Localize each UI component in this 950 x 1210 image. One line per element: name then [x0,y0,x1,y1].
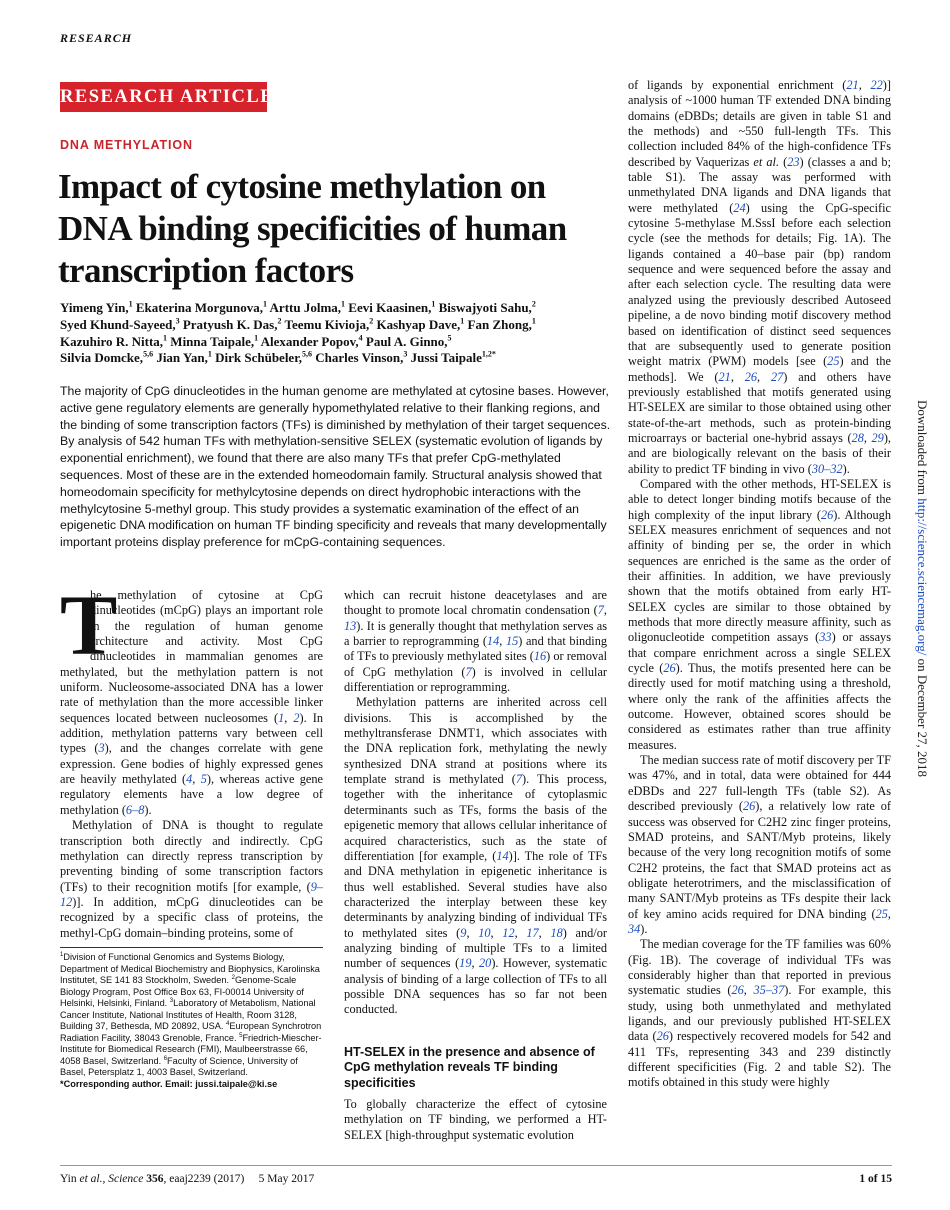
author-name: Silvia Domcke, [60,350,144,366]
footer-rule [60,1165,892,1166]
paragraph [344,695,607,1017]
paragraph [628,78,891,477]
download-watermark [914,400,930,777]
reference-link[interactable]: 24 [733,200,746,215]
paragraph-text: , [730,369,745,384]
author-name: Ekaterina Morgunova, [132,300,263,315]
paragraph-text: , [863,430,872,445]
author-affiliation-mark: 1 [263,299,267,309]
paragraph-text: , [499,634,506,649]
reference-link[interactable]: 9–12 [60,879,323,909]
reference-link[interactable]: 25 [827,354,840,369]
download-suffix: on December 27, 2018 [915,655,930,778]
article-title: Impact of cytosine methylation on DNA binding specificities of human transcription factors [58,167,567,290]
reference-link[interactable]: 21 [846,78,859,92]
paragraph-text: , [490,925,503,940]
paragraph-text: ( [779,154,788,169]
paragraph [60,577,323,818]
paragraph [628,937,891,1090]
reference-link[interactable]: 7 [515,772,522,787]
author-name: Eevi Kaasinen, [345,300,432,315]
author-affiliation-mark: 3 [403,350,408,360]
author-list [60,300,620,367]
paragraph [628,753,891,937]
paragraph-text: he methylation of cytosine at CpG dinucleotides (mCpG) plays an important role in the regulation of human genome architecture and activity. Most CpG dinucleotides in mammalian genomes are methylated, but the methylation pattern is not uniform. Nucleosome-associated DNA has a lower rate of methylation than the more accessible linker sequences located between nucleosomes ( [60,588,323,725]
author-affiliation-mark: 1 [531,316,536,326]
reference-link[interactable]: 34 [628,921,641,936]
affiliation-number: 1 [60,951,64,958]
affiliation-number: 2 [231,975,235,982]
reference-link[interactable]: 6–8 [125,802,145,817]
body-column-2 [344,588,607,1018]
author-affiliation-mark: 1 [128,299,133,309]
author-affiliation-mark: 5 [447,333,452,343]
reference-link[interactable]: 9 [460,925,467,940]
author-name: Charles Vinson, [312,350,404,366]
footer-journal: Science [105,1173,147,1185]
author-affiliation-mark: 5,6 [302,350,313,360]
reference-link[interactable]: 26 [731,983,744,998]
paragraph-text: ), and the changes correlate with gene expression. Gene bodies of highly expressed genes are heavily methylated ( [60,741,323,787]
reference-link[interactable]: 23 [787,154,800,169]
paragraph-text: , [743,983,754,998]
author-affiliation-mark: 1 [460,316,465,326]
author-name: Minna Taipale, [167,333,255,349]
affiliation-text: Laboratory of Metabolism, National Cancer Institute, National Institutes of Health, Room 3128, Building 37, Bethesda, MD 20892, USA. [60,998,316,1032]
paragraph-text: , [514,925,527,940]
paragraph-text: ), whereas active gene regulatory elements have a low degree of methylation ( [60,772,323,817]
author-name: Jussi Taipale [407,350,482,366]
author-name: Paul A. Ginno, [362,333,448,349]
paragraph-text: ) and that binding of TFs to previously methylated sites ( [344,634,608,664]
reference-link[interactable]: 25 [875,906,888,921]
reference-link[interactable]: 1 [278,710,285,725]
reference-link[interactable]: 4 [186,772,193,787]
paragraph-text: ) or removal of CpG methylation ( [344,649,607,679]
abstract: The majority of CpG dinucleotides in the human genome are methylated at cytosine bases. However, active gene regulatory elements are generally hypomethylated relative to their flanking regions, and the binding of some transcription factors (TFs) is diminished by methylation of their target sequences. By analysis of 542 human TFs with methylation-sensitive SELEX (systematic evolution of ligands by exponential enrichment), we found that there are also many TFs that prefer CpG-methylated sequences. Most of these are in the extended homeodomain family. Structural analysis showed that homeodomain specificity for methylcytosine depends on direct hydrophobic interactions with the methylcytosine 5-methyl group. This study provides a systematic examination of the effect of an epigenetic DNA modification on human TF binding specificity and reveals that many developmentally important proteins display preference for mCpG-containing sequences. [60,384,611,550]
paragraph-text: , [466,925,479,940]
reference-link[interactable]: 21 [718,369,731,384]
paragraph-text: , [284,710,294,725]
reference-link[interactable]: 33 [819,630,832,645]
paragraph-text: ). It is generally thought that methylation serves as a barrier to reprogramming ( [344,618,607,649]
paragraph-text: ). For example, this study, using both unmethylated and methylated ligands, and our previously published HT-SELEX data ( [628,983,891,1044]
reference-link[interactable]: 28 [851,430,864,445]
paragraph-text: The median coverage for the TF families was 60% (Fig. 1B). The coverage of individual TFs was considerably higher than that reported in previous systematic studies ( [628,937,891,998]
reference-link[interactable]: 14 [486,634,500,649]
reference-link[interactable]: 26 [663,661,676,676]
paragraph-text: ) is involved in cellular differentiation or reprogramming. [344,664,607,695]
body-column-1 [60,577,323,941]
author-name: Fan Zhong, [464,316,532,332]
drop-cap: T [60,577,118,673]
paragraph-text: which can recruit histone deacetylases and are thought to promote local chromatin condensation ( [344,588,607,618]
reference-link[interactable]: 26 [744,369,758,384]
download-prefix: Downloaded from [915,400,930,499]
reference-link[interactable]: 3 [98,741,105,756]
author-affiliation-mark: 4 [358,333,363,343]
body-column-2-continued [344,1097,607,1143]
paragraph-text: )]. In addition, mCpG dinucleotides can be recognized by a specific class of proteins, the methyl-CpG domain–binding proteins, some of [60,894,323,940]
footer-rest: , eaaj2239 (2017) 5 May 2017 [163,1173,315,1185]
author-name: Kazuhiro R. Nitta, [60,333,164,349]
affiliation-text: Faculty of Science, University of Basel, Petersplatz 1, 4003 Basel, Switzerland. [60,1055,298,1078]
paragraph-text: ). [144,802,152,817]
author-affiliation-mark: 5,6 [143,350,154,360]
paragraph-text: ). This process, together with the inheritance of cytoplasmic determinants such as TFs, forms the basis of the epigenetic memory that allows cellular inheritance of acquired characteristics, such as the state of differentiation [for example, ( [344,772,607,863]
italic-text: et al. [753,154,780,169]
paragraph-text: )]. The role of TFs and DNA methylation in epigenetic inheritance is thus well established. Several studies have also characterized the interplay between these key determinants by analyzing binding of individual TFs to methylated sites ( [344,848,607,940]
paragraph-text: , [471,956,480,971]
reference-link[interactable]: 2 [293,710,300,725]
affiliation-number: 5 [239,1032,243,1039]
paragraph-text: ) respectively recovered models for 542 and 411 TFs, representing 343 and 239 distinctly different specificities (Fig. 2 and table S2). The motifs obtained in this study were highly [628,1029,891,1090]
body-column-3 [628,78,891,1091]
reference-link[interactable]: 7 [597,603,604,618]
reference-link[interactable]: 13 [344,618,357,633]
reference-link[interactable]: 7 [465,664,472,679]
author-affiliation-mark: 1 [254,333,259,343]
author-name: Yimeng Yin, [60,300,129,315]
paragraph-text: ) and the methods]. We ( [628,354,891,384]
reference-link[interactable]: 17 [526,925,539,940]
paragraph-text: Methylation patterns are inherited across cell divisions. This is accomplished by the methyltransferase DNMT1, which associates with the DNA replication fork, methylating the newly synthesized DNA strand at positions where its template strand is methylated ( [344,695,607,787]
author-name: Teemu Kivioja, [281,316,370,332]
reference-link[interactable]: 30–32 [811,461,843,476]
article-type-banner: RESEARCH ARTICLE [60,82,267,112]
footer-authors: Yin [60,1173,80,1185]
affiliation-number: 4 [226,1021,230,1028]
paragraph-text: ). Thus, the motifs presented here can be directly used for motif matching using a threshold, where only the rank of the affinities affects the outcome. However, obtained scores should be considered as estimates rather than true affinity measures. [628,661,892,752]
reference-link[interactable]: 19 [459,956,472,971]
paragraph-text: ). Although SELEX measures enrichment of sequences and not affinity of binding per se, the order in which sequences are enriched is the same as the order of their affinities. In addition, we have previously shown that the motifs obtained from early HT-SELEX cycles are similar to those obtained by methods that more directly measure affinity, such as oligonucleotide competition assays ( [628,507,891,645]
section-subheading: HT-SELEX in the presence and absence of CpG methylation reveals TF binding specificities [344,1045,595,1090]
footer-citation [60,1173,314,1185]
corresponding-author: *Corresponding author. Email: jussi.taipale@ki.se [60,1079,278,1090]
paragraph-text: ), and are biologically relevant on the basis of their ability to predict TF binding in vivo ( [628,430,891,476]
paragraph-text: of ligands by exponential enrichment ( [628,78,847,92]
paragraph-text: Compared with the other methods, HT-SELEX is able to detect longer binding motifs because of the high complexity of the input library ( [628,476,891,522]
reference-link[interactable]: 22 [870,78,883,92]
reference-link[interactable]: 10 [478,925,491,940]
affiliations [60,952,323,1091]
paragraph: To globally characterize the effect of cytosine methylation on TF binding, we performed a HT-SELEX [high-throughput systematic evolution [344,1097,607,1142]
reference-link[interactable]: 26 [742,799,756,814]
reference-link[interactable]: 18 [550,925,563,940]
reference-link[interactable]: 16 [533,649,547,664]
author-affiliation-mark: 3 [175,316,180,326]
reference-link[interactable]: 14 [496,848,509,863]
affiliation-number: 3 [169,998,174,1005]
reference-link[interactable]: 12 [502,925,515,940]
affiliation-number: 6 [163,1055,168,1062]
author-affiliation-mark: 2 [531,299,536,309]
paragraph-text: , [538,925,551,940]
reference-link[interactable]: 5 [200,772,207,787]
reference-link[interactable]: 20 [479,956,492,971]
reference-link[interactable]: 15 [505,634,519,649]
paragraph-text: )] analysis of ~1000 human TF extended DNA binding domains (eDBDs; details are given in table S1 and the methods) and ~550 full-length TFs. This collection included 84% of the high-confidence TFs described by Vaquerizas [628,78,891,169]
paragraph [60,818,323,941]
reference-link[interactable]: 26 [656,1029,669,1044]
author-affiliation-mark: 2 [277,316,282,326]
author-affiliation-mark: 1 [341,299,346,309]
author-name: Pratyush K. Das, [179,316,278,332]
download-url-link[interactable]: http://science.sciencemag.org/ [915,498,930,656]
affiliation-text: European Synchrotron Radiation Facility, 38043 Grenoble, France. [60,1021,322,1043]
author-name: Dirk Schübeler, [211,350,303,366]
affiliation-text: Division of Functional Genomics and Systems Biology, Department of Medical Biochemistry and Biophysics, Karolinska Institutet, SE 141 83 Stockholm, Sweden. [60,952,320,986]
author-name: Biswajyoti Sahu, [435,300,532,315]
topic-label: DNA METHYLATION [60,138,193,152]
paragraph-text: ) using the CpG-specific cytosine 5-methylase M.SssI before each selection cycle (see the methods for details; Fig. 1A). The ligands contained a 40–base pair (bp) random sequence and were sequenced before the assay and after each selection cycle. The resulting data were analyzed using the previously described Autoseed pipeline, a de novo binding motif discovery method based on identification of distinct seed sequences that are subsequently used to generate position weight matrix (PWM) models [see ( [628,200,891,369]
paragraph [628,477,891,753]
paragraph [344,588,607,695]
paragraph-text: , [757,369,771,384]
paragraph-text: ). However, systematic analysis of binding of a large collection of TFs to all possible DNA sequences has so far not been conducted. [344,956,607,1017]
paragraph-text: ) and/or analyzing binding of multiple TFs to a limited number of sequences ( [344,925,607,971]
author-name: Arttu Jolma, [267,300,342,315]
footer-volume: 356 [146,1173,164,1185]
paragraph-text: , [887,906,891,921]
paragraph-text: , [192,772,201,787]
reference-link[interactable]: 27 [770,369,784,384]
author-name: Syed Khund-Sayeed, [60,316,176,332]
paragraph-text: ). [640,921,648,936]
paragraph-text: ) and others have previously established that motifs generated using HT-SELEX are similar to those obtained using other state-of-the-art methods, such as protein-binding microarrays or bacterial one-hybrid assays ( [628,369,891,445]
author-affiliation-mark: 1 [163,333,168,343]
affiliation-text: Genome-Scale Biology Program, Post Office Box 63, FI-00014 University of Helsinki, Helsinki, Finland. [60,975,304,1009]
paragraph-text: ). In addition, methylation patterns vary between cell types ( [60,710,323,756]
author-affiliation-mark: 1,2* [481,350,496,360]
reference-link[interactable]: 29 [871,430,884,445]
paragraph-text: The median success rate of motif discovery per TF was 47%, and in total, data were obtained for 444 eDBDs and 227 full-length TFs (table S2). As described previously ( [628,753,891,814]
paragraph-text: ), a relatively low rate of success was observed for C2H2 zinc finger proteins, SMAD proteins, and SANT/Myb proteins, likely because of the very long recognition motifs of some C2H2 proteins, the fact that SMAD proteins act as obligate heterotrimers, and the misclassification of many SANT/Myb proteins as TFs despite their lack of key amino acids required for DNA binding ( [628,799,891,921]
author-name: Kashyap Dave, [373,316,461,332]
paragraph-text: , [603,603,607,618]
author-name: Alexander Popov, [258,333,359,349]
footer-et-al: et al., [79,1173,106,1185]
reference-link[interactable]: 26 [821,507,834,522]
author-affiliation-mark: 2 [369,316,374,326]
affiliation-text: Friedrich-Miescher-Institute for Biomedical Research (FMI), Maulbeerstrasse 66, 4058 Basel, Switzerland. [60,1032,322,1066]
author-affiliation-mark: 1 [431,299,436,309]
affiliation-divider [60,947,323,948]
paragraph-text: ). [842,461,850,476]
paragraph-text: , [858,78,871,92]
paragraph-text: ) or assays that compare enrichment across a single SELEX cycle ( [628,630,891,676]
reference-link[interactable]: 35–37 [753,983,785,998]
paragraph-text: Methylation of DNA is thought to regulate transcription both directly and indirectly. CpG methylation can directly repress transcription by preventing binding of some transcription factors (TFs) to their recognition motifs [for example, ( [60,818,323,894]
page-number: 1 of 15 [859,1173,892,1185]
paragraph-text: ) (classes a and b; table S1). The assay was performed with unmethylated DNA ligands and DNA ligands that were methylated ( [628,154,891,215]
section-label: RESEARCH [60,31,133,45]
author-affiliation-mark: 1 [207,350,212,360]
author-name: Jian Yan, [153,350,208,366]
